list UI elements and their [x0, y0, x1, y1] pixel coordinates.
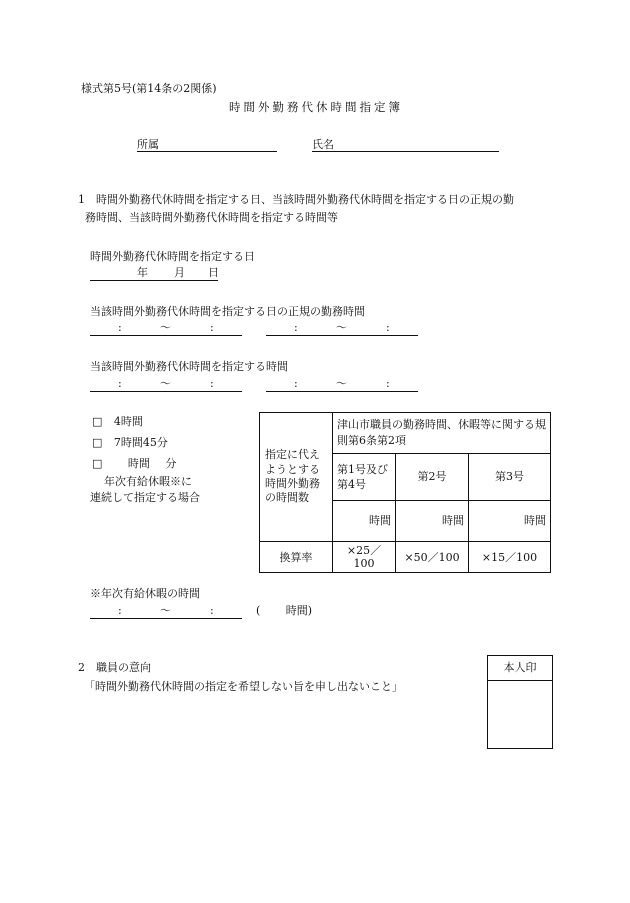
tilde: 〜: [160, 604, 171, 617]
seal-label: 本人印: [488, 656, 552, 681]
colon: :: [210, 377, 214, 390]
colon: :: [386, 377, 390, 390]
regular-hours-label: 当該時間外勤務代休時間を指定する日の正規の勤務時間: [90, 305, 365, 318]
affiliation-field[interactable]: [137, 138, 277, 152]
rate-3: ×15／100: [469, 542, 551, 573]
custom-minutes-unit: 分: [165, 457, 177, 470]
month-unit: 月: [174, 266, 185, 279]
colon: :: [386, 321, 390, 334]
date-field[interactable]: [90, 266, 218, 281]
col-header-3: 第3号: [469, 454, 551, 501]
tilde: 〜: [336, 321, 347, 334]
colon: :: [294, 321, 298, 334]
annual-leave-hours[interactable]: [256, 604, 312, 617]
hours-suffix: 時間): [285, 604, 313, 617]
annual-leave-label: ※年次有給休暇の時間: [90, 587, 200, 600]
colon: :: [210, 321, 214, 334]
colon: :: [294, 377, 298, 390]
col-header-2: 第2号: [396, 454, 469, 501]
intention-statement: 「時間外勤務代休時間の指定を希望しない旨を申し出ないこと」: [84, 680, 403, 693]
paren-open: (: [256, 604, 261, 617]
annual-leave-note-line1: 年次有給休暇※に: [104, 475, 192, 488]
option-7h45m[interactable]: [92, 436, 168, 449]
designated-time-field-2[interactable]: [266, 377, 418, 392]
row-header-line: 時間外勤務: [265, 477, 320, 490]
colon: :: [210, 604, 214, 617]
name-field[interactable]: [312, 138, 499, 152]
affiliation-label: 所属: [137, 138, 159, 151]
row-header-line: ようとする: [265, 462, 320, 476]
annual-leave-time-field[interactable]: [90, 604, 242, 619]
rule-header: 津山市職員の勤務時間、休暇等に関する規則第6条第2項: [333, 413, 551, 454]
regular-hours-field-1[interactable]: [90, 321, 242, 336]
section1-heading-line1: 1 時間外勤務代休時間を指定する日、当該時間外勤務代休時間を指定する日の正規の勤: [78, 193, 514, 206]
hours-cell-2[interactable]: [396, 501, 469, 542]
option-4hours-label: 4時間: [113, 415, 143, 428]
conversion-table: [259, 412, 551, 573]
hours-unit: 時間: [524, 514, 546, 528]
page-title: 時間外勤務代休時間指定簿: [229, 100, 403, 114]
col-header-1: [333, 454, 396, 501]
form-number: 様式第5号(第14条の2関係): [81, 82, 217, 95]
row-header-line: の時間数: [265, 491, 309, 505]
checkbox[interactable]: □: [92, 457, 103, 470]
hours-cell-1[interactable]: [333, 501, 396, 542]
row-header-line: 指定に代え: [265, 448, 320, 462]
rate-2: ×50／100: [396, 542, 469, 573]
col1-line1: 第1号及び: [337, 462, 388, 476]
year-unit: 年: [137, 266, 148, 279]
date-label: 時間外勤務代休時間を指定する日: [90, 250, 255, 263]
checkbox[interactable]: □: [92, 436, 103, 449]
tilde: 〜: [336, 377, 347, 390]
option-4hours[interactable]: [92, 415, 143, 428]
custom-hours-unit: 時間: [127, 457, 150, 470]
option-custom[interactable]: [92, 457, 176, 470]
section2-heading: 2 職員の意向: [78, 661, 151, 674]
colon: :: [118, 377, 122, 390]
tilde: 〜: [160, 377, 171, 390]
hours-unit: 時間: [369, 514, 391, 528]
rate-label: 換算率: [260, 542, 333, 573]
regular-hours-field-2[interactable]: [266, 321, 418, 336]
hours-unit: 時間: [442, 514, 464, 528]
day-unit: 日: [208, 266, 219, 279]
name-label: 氏名: [312, 138, 334, 151]
colon: :: [118, 321, 122, 334]
rate-1: ×25／100: [333, 542, 396, 573]
annual-leave-note-line2: 連続して指定する場合: [90, 491, 200, 504]
tilde: 〜: [160, 321, 171, 334]
colon: :: [118, 604, 122, 617]
option-7h45m-label: 7時間45分: [113, 436, 168, 449]
checkbox[interactable]: □: [92, 415, 103, 428]
col1-line2: 第4号: [337, 478, 366, 491]
seal-box[interactable]: [487, 655, 553, 749]
designated-time-label: 当該時間外勤務代休時間を指定する時間: [90, 360, 288, 373]
designated-time-field-1[interactable]: [90, 377, 242, 392]
hours-cell-3[interactable]: [469, 501, 551, 542]
row-header: [260, 413, 333, 542]
section1-heading-line2: 務時間、当該時間外勤務代休時間を指定する時間等: [85, 211, 338, 224]
